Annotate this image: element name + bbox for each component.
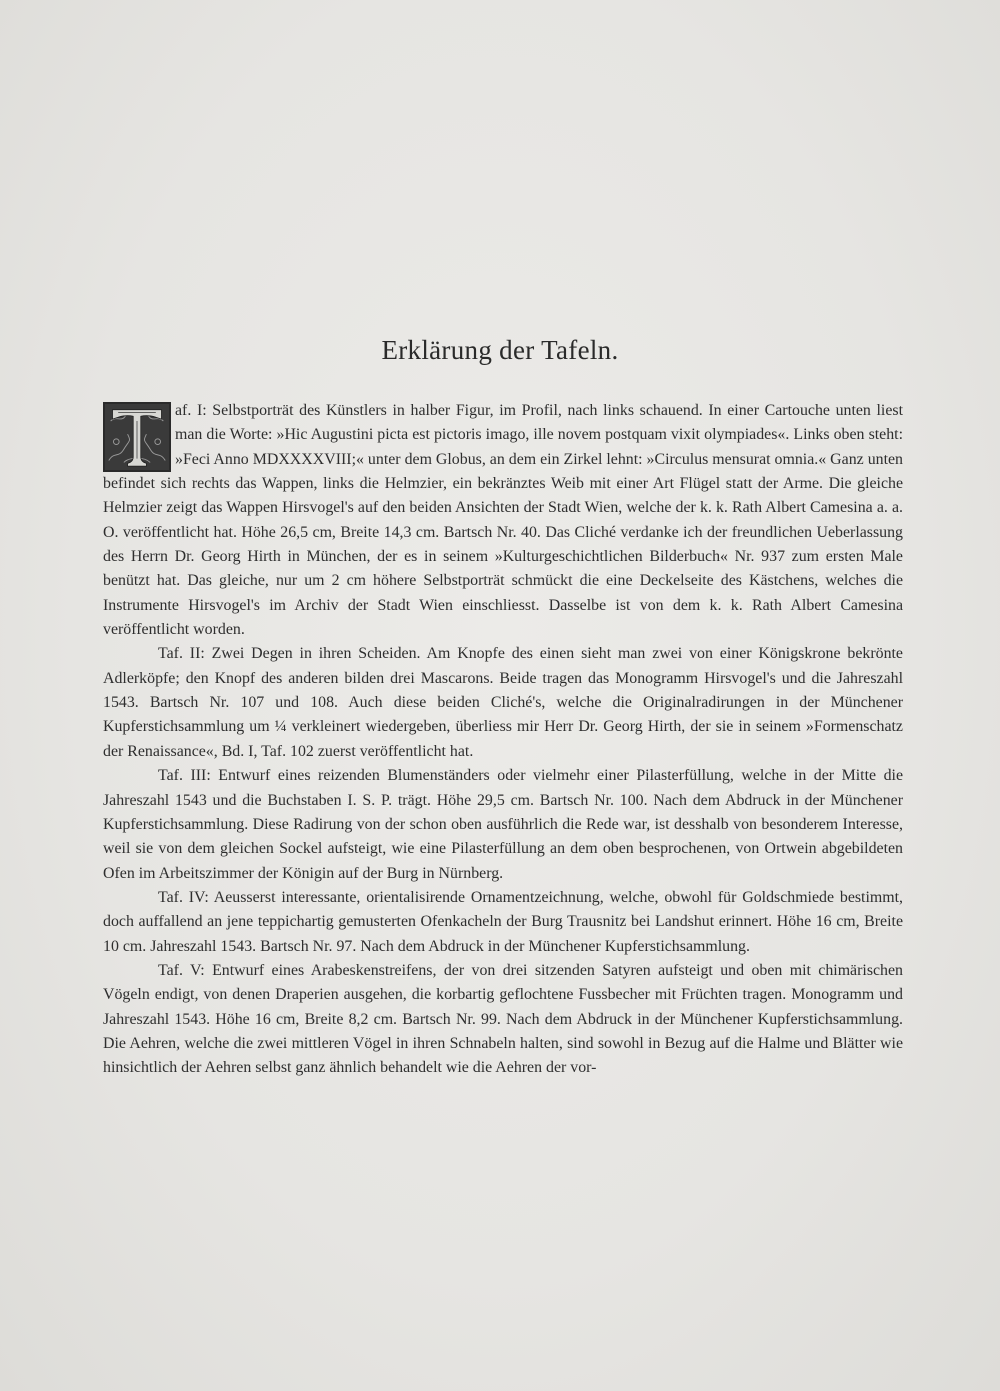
page-title: Erklärung der Tafeln. — [381, 335, 619, 365]
paragraph-taf-2: Taf. II: Zwei Degen in ihren Scheiden. Am Knopfe des einen sieht man zwei von einer Königskrone bekrönte Adlerköpfe; den Knopf des anderen bilden drei Mascarons. Beide tragen das Monogramm Hirsvogel's und die Jahreszahl 1543. Bartsch Nr. 107 und 108. Auch diese beiden Cliché's, welche die Originalradirungen in der Münchener Kupferstichsammlung um ¼ verkleinert wiedergeben, überliess mir Herr Dr. Georg Hirth, der sie in seinem »Formenschatz der Renaissance«, Bd. I, Taf. 102 zuerst veröffentlicht hat. — [103, 645, 903, 760]
paragraph-taf-3: Taf. III: Entwurf eines reizenden Blumenständers oder vielmehr einer Pilasterfüllung, welche in der Mitte die Jahreszahl 1543 und die Buchstaben I. S. P. trägt. Höhe 29,5 cm. Bartsch Nr. 100. Nach dem Abdruck in der Münchener Kupferstichsammlung. Diese Radirung von der schon oben ausführlich die Rede war, ist desshalb von besonderem Interesse, weil sie von dem gleichen Sockel aufsteigt, wie eine Pilasterfüllung an dem oben besprochenen, von Ortwein abgebildeten Ofen im Arbeitszimmer der Königin auf der Burg in Nürnberg. — [103, 767, 903, 882]
paragraph-taf-1 — [103, 399, 903, 642]
paragraph-taf-4: Taf. IV: Aeusserst interessante, orientalisirende Ornamentzeichnung, welche, obwohl für Goldschmiede bestimmt, doch auffallend an jene teppichartig gemusterten Ofenkacheln der Burg Trausnitz bei Landshut erinnert. Höhe 16 cm, Breite 10 cm. Jahreszahl 1543. Bartsch Nr. 97. Nach dem Abdruck in der Münchener Kupferstichsammlung. — [103, 888, 903, 955]
paragraph-taf-5: Taf. V: Entwurf eines Arabeskenstreifens, der von drei sitzenden Satyren aufsteigt und oben mit chimärischen Vögeln endigt, von denen Draperien ausgehen, die korbartig geflochtene Fussbecher mit Früchten tragen. Monogramm und Jahreszahl 1543. Höhe 16 cm, Breite 8,2 cm. Bartsch Nr. 99. Nach dem Abdruck in der Münchener Kupferstichsammlung. Die Aehren, welche die zwei mittleren Vögel in ihren Schnabeln halten, sind sowohl in Bezug auf die Halme und Blätter wie hinsichtlich der Aehren selbst ganz ähnlich behandelt wie die Aehren der vor- — [103, 961, 903, 1077]
paragraph-text: af. I: Selbstporträt des Künstlers in halber Figur, im Profil, nach links schauend. In einer Cartouche unten liest man die Worte: »Hic Augustini picta est pictoris imago, ille novem postquam vixit olympiades«. Links oben steht: »Feci Anno MDXXXXVIII;« unter dem Globus, an dem ein Zirkel lehnt: »Circulus mensurat omnia.« Ganz unten befindet sich rechts das Wappen, links die Helmzier, ein bekränztes Weib mit einer Art Flügel statt der Arme. Die gleiche Helmzier zeigt das Wappen Hirsvogel's auf den beiden Ansichten der Stadt Wien, welche der k. k. Rath Albert Camesina a. a. O. veröffentlicht hat. Höhe 26,5 cm, Breite 14,3 cm. Bartsch Nr. 40. Das Cliché verdanke ich der freundlichen Ueberlassung des Herrn Dr. Georg Hirth in München, der es in seinem »Kulturgeschichtlichen Bilderbuch« Nr. 937 zum ersten Male benützt hat. Das gleiche, nur um 2 cm höhere Selbstporträt schmückt die eine Deckelseite des Kästchens, welches die Instrumente Hirsvogel's im Archiv der Stadt Wien einschliesst. Dasselbe ist von dem k. k. Rath Albert Camesina veröffentlicht worden. — [103, 402, 903, 639]
ornamental-initial-icon — [103, 402, 171, 472]
body-text — [103, 399, 903, 1081]
